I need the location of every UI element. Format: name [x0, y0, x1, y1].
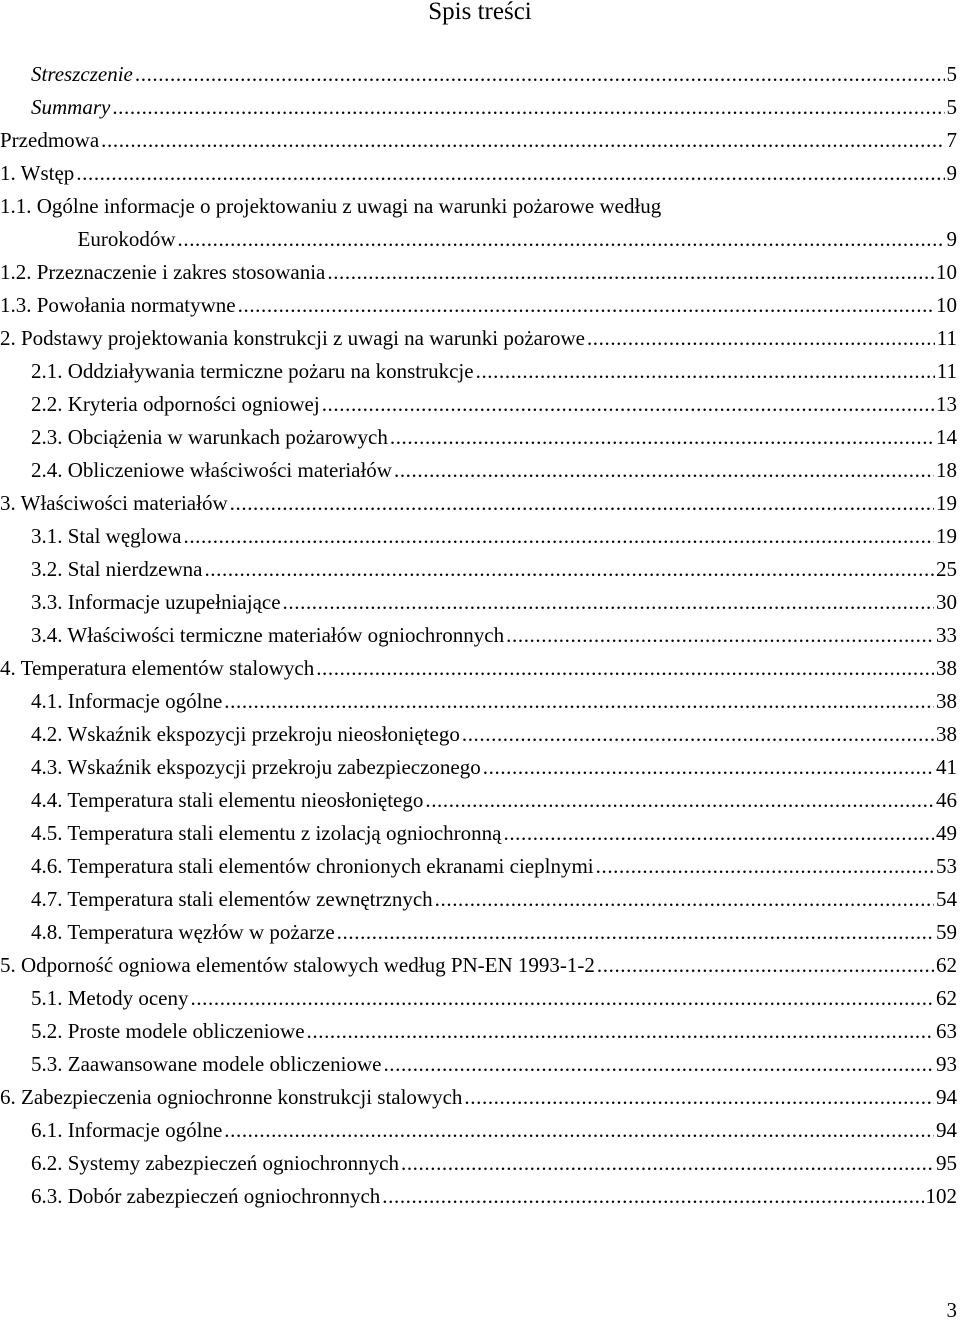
toc-entry-label: 2.1. Oddziaływania termiczne pożaru na konstrukcje [31, 359, 474, 383]
toc-entry[interactable] [0, 355, 960, 388]
toc-page-number: 14 [936, 425, 957, 449]
toc-page-number: 5 [946, 62, 957, 86]
toc-entry[interactable] [0, 157, 960, 190]
toc-entry[interactable] [0, 982, 960, 1015]
toc-entry-label: 5.2. Proste modele obliczeniowe [31, 1019, 305, 1043]
dot-leader [464, 1081, 934, 1114]
dot-leader [476, 355, 935, 388]
toc-entry[interactable] [0, 1114, 960, 1147]
toc-entry-label: Przedmowa [0, 128, 100, 152]
toc-entry[interactable] [0, 487, 960, 520]
toc-page-number: 63 [936, 1019, 957, 1043]
toc-entry-label: 4.2. Wskaźnik ekspozycji przekroju nieosłoniętego [31, 722, 460, 746]
toc-entry-label: 1.1. Ogólne informacje o projektowaniu z uwagi na warunki pożarowe według [0, 194, 662, 218]
dot-leader [101, 124, 944, 157]
dot-leader [383, 1048, 934, 1081]
toc-entry-label: 6.2. Systemy zabezpieczeń ogniochronnych [31, 1151, 399, 1175]
toc-entry-label: 4. Temperatura elementów stalowych [0, 656, 315, 680]
toc-entry[interactable] [0, 619, 960, 652]
toc-page-number: 18 [936, 458, 957, 482]
dot-leader [462, 718, 934, 751]
dot-leader [112, 91, 944, 124]
toc-page-number: 93 [936, 1052, 957, 1076]
toc-entry[interactable] [0, 718, 960, 751]
dot-leader [503, 817, 934, 850]
dot-leader [394, 454, 934, 487]
toc-page-number: 7 [946, 128, 957, 152]
dot-leader [596, 850, 934, 883]
toc-page-number: 9 [946, 227, 957, 251]
dot-leader [337, 916, 934, 949]
toc-entry[interactable] [0, 883, 960, 916]
dot-leader [506, 619, 934, 652]
toc-entry[interactable] [0, 751, 960, 784]
dot-leader [435, 883, 934, 916]
toc-entry[interactable] [0, 1147, 960, 1180]
toc-entry-label: 6.3. Dobór zabezpieczeń ogniochronnych [31, 1184, 381, 1208]
toc-entry-label-continued: Eurokodów [77, 227, 176, 251]
dot-leader [425, 784, 934, 817]
toc-entry[interactable] [0, 190, 960, 256]
dot-leader [401, 1147, 934, 1180]
table-of-contents [0, 58, 960, 1213]
toc-entry[interactable] [0, 58, 960, 91]
dot-leader [183, 520, 934, 553]
toc-entry[interactable] [0, 421, 960, 454]
toc-entry-label: 2.2. Kryteria odporności ogniowej [31, 392, 320, 416]
toc-entry[interactable] [0, 322, 960, 355]
toc-page-number: 11 [936, 359, 957, 383]
toc-page-number: 46 [936, 788, 957, 812]
toc-page-number: 9 [946, 161, 957, 185]
toc-entry[interactable] [0, 1180, 960, 1213]
toc-entry-label: 4.6. Temperatura stali elementów chronionych ekranami cieplnymi [31, 854, 594, 878]
toc-entry-label: 4.1. Informacje ogólne [31, 689, 223, 713]
page-number: 3 [946, 1298, 957, 1322]
toc-entry-label: 3.4. Właściwości termiczne materiałów ogniochronnych [31, 623, 505, 647]
toc-page-number: 33 [936, 623, 957, 647]
toc-entry-label: 4.8. Temperatura węzłów w pożarze [31, 920, 335, 944]
toc-page-number: 19 [936, 491, 957, 515]
toc-entry-label: 1. Wstęp [0, 161, 75, 185]
toc-page-number: 19 [936, 524, 957, 548]
toc-entry[interactable] [0, 586, 960, 619]
toc-entry[interactable] [0, 1048, 960, 1081]
dot-leader [76, 157, 944, 190]
toc-page-number: 59 [936, 920, 957, 944]
toc-entry-label: Summary [31, 95, 111, 119]
toc-entry-label: 1.3. Powołania normatywne [0, 293, 236, 317]
dot-leader [178, 223, 945, 256]
dot-leader [190, 982, 934, 1015]
toc-entry[interactable] [0, 388, 960, 421]
toc-page-number: 30 [936, 590, 957, 614]
toc-page-number: 62 [936, 953, 957, 977]
toc-entry-label: 6.1. Informacje ogólne [31, 1118, 223, 1142]
toc-entry[interactable] [0, 454, 960, 487]
toc-entry-label: 5. Odporność ogniowa elementów stalowych według PN-EN 1993-1-2 [0, 953, 595, 977]
dot-leader [230, 487, 934, 520]
toc-page-number: 10 [936, 260, 957, 284]
toc-entry-label: 2.3. Obciążenia w warunkach pożarowych [31, 425, 388, 449]
dot-leader [597, 949, 934, 982]
dot-leader [238, 289, 934, 322]
toc-page-number: 13 [936, 392, 957, 416]
dot-leader [307, 1015, 934, 1048]
toc-entry-label: 5.1. Metody oceny [31, 986, 189, 1010]
toc-entry[interactable] [0, 124, 960, 157]
toc-page-number: 11 [936, 326, 957, 350]
dot-leader [224, 685, 934, 718]
dot-leader [283, 586, 934, 619]
dot-leader [204, 553, 934, 586]
dot-leader [135, 58, 945, 91]
dot-leader [322, 388, 934, 421]
toc-page-number: 5 [946, 95, 957, 119]
toc-entry-label: 2.4. Obliczeniowe właściwości materiałów [31, 458, 392, 482]
dot-leader [382, 1180, 923, 1213]
toc-entry-label: 6. Zabezpieczenia ogniochronne konstrukcji stalowych [0, 1085, 463, 1109]
toc-entry[interactable] [0, 1015, 960, 1048]
dot-leader [316, 652, 934, 685]
toc-entry-label: Streszczenie [31, 62, 133, 86]
toc-page-number: 94 [936, 1118, 957, 1142]
toc-page-number: 95 [936, 1151, 957, 1175]
toc-entry-label: 4.5. Temperatura stali elementu z izolacją ogniochronną [31, 821, 502, 845]
toc-entry[interactable] [0, 553, 960, 586]
toc-entry-label: 3.2. Stal nierdzewna [31, 557, 203, 581]
toc-page-number: 38 [936, 689, 957, 713]
toc-page-number: 10 [936, 293, 957, 317]
toc-page-number: 102 [925, 1184, 957, 1208]
toc-entry-label: 4.7. Temperatura stali elementów zewnętrznych [31, 887, 433, 911]
toc-entry[interactable] [0, 817, 960, 850]
page-title: Spis treści [428, 0, 532, 25]
toc-entry-label: 3. Właściwości materiałów [0, 491, 228, 515]
toc-entry-label: 4.3. Wskaźnik ekspozycji przekroju zabezpieczonego [31, 755, 481, 779]
toc-page-number: 49 [936, 821, 957, 845]
toc-page-number: 38 [936, 656, 957, 680]
toc-page-number: 53 [936, 854, 957, 878]
toc-page-number: 94 [936, 1085, 957, 1109]
toc-entry[interactable] [0, 850, 960, 883]
toc-entry-label: 5.3. Zaawansowane modele obliczeniowe [31, 1052, 382, 1076]
dot-leader [587, 322, 935, 355]
toc-page-number: 41 [936, 755, 957, 779]
toc-entry[interactable] [0, 520, 960, 553]
toc-entry[interactable] [0, 289, 960, 322]
toc-entry[interactable] [0, 949, 960, 982]
dot-leader [224, 1114, 934, 1147]
toc-entry-label: 1.2. Przeznaczenie i zakres stosowania [0, 260, 326, 284]
toc-entry-label: 2. Podstawy projektowania konstrukcji z uwagi na warunki pożarowe [0, 326, 585, 350]
toc-page-number: 25 [936, 557, 957, 581]
toc-page-number: 54 [936, 887, 957, 911]
toc-entry[interactable] [0, 784, 960, 817]
toc-entry[interactable] [0, 916, 960, 949]
dot-leader [327, 256, 934, 289]
toc-entry[interactable] [0, 652, 960, 685]
toc-page-number: 38 [936, 722, 957, 746]
toc-page-number: 62 [936, 986, 957, 1010]
toc-entry[interactable] [0, 91, 960, 124]
toc-entry[interactable] [0, 1081, 960, 1114]
toc-entry-label: 4.4. Temperatura stali elementu nieosłoniętego [31, 788, 424, 812]
toc-entry-label: 3.1. Stal węglowa [31, 524, 182, 548]
dot-leader [483, 751, 934, 784]
toc-entry[interactable] [0, 685, 960, 718]
toc-entry-label: 3.3. Informacje uzupełniające [31, 590, 281, 614]
dot-leader [390, 421, 934, 454]
toc-entry[interactable] [0, 256, 960, 289]
